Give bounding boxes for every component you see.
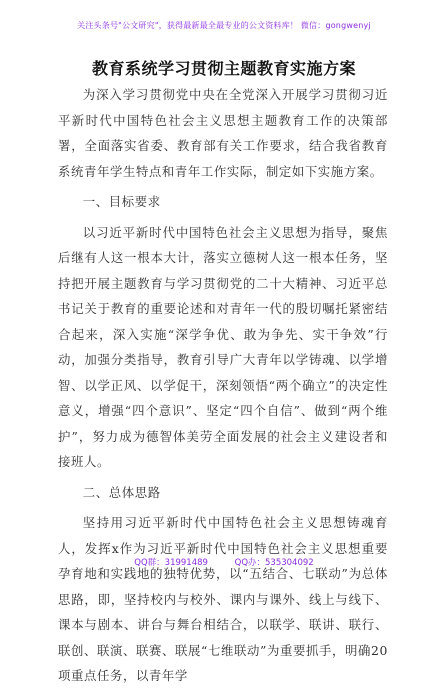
section-paragraph-approach: 坚持用习近平新时代中国特色社会主义思想铸魂育人，发挥x作为习近平新时代中国特色社会主义思想重要孕育地和实践地的独特优势，以“五结合、七联动”为总体思路，即，坚持校内与校外、课内与课外、线上与线下、课本与剧本、讲台与舞台相结合，以联学、联讲、联行、联创、联演、联赛、联展“七维联动”为重要抓手，明确20项重点任务，以青年学 — [58, 515, 388, 683]
intro-paragraph: 为深入学习贯彻党中央在全党深入开展学习贯彻习近平新时代中国特色社会主义思想主题教育工作的决策部署，全面落实省委、教育部有关工作要求，结合我省教育系统青年学生特点和青年工作实际，制定如下实施方案。 — [58, 87, 388, 179]
section-paragraph-goals: 以习近平新时代中国特色社会主义思想为指导，聚焦后继有人这一根本大计，落实立德树人这一根本任务，坚持把开展主题教育与学习贯彻党的二十大精神、习近平总书记关于教育的重要论述和对青年一代的殷切嘱托紧密结合起来，深入实施“深学争优、敢为争先、实干争效”行动，加强分类指导，教育引导广大青年以学铸魂、以学增智、以学正风、以学促干，深刻领悟“两个确立”的决定性意义，增强“四个意识”、坚定“四个自信”、做到“两个维护”，努力成为德智体美劳全面发展的社会主义建设者和接班人。 — [58, 224, 388, 469]
header-banner: 关注头条号"公文研究"，获得最新最全最专业的公文资料库！ 微信：gongwenyj — [77, 21, 371, 30]
page-title: 教育系统学习贯彻主题教育实施方案 — [91, 59, 356, 78]
qq-group: QQ群：31991489 — [134, 558, 208, 568]
footer-contact — [0, 556, 448, 568]
section-heading-goals: 一、目标要求 — [82, 194, 161, 209]
section-heading-approach: 二、总体思路 — [82, 484, 161, 500]
document-body — [58, 82, 388, 689]
qq-contact: QQ办：535304092 — [234, 558, 314, 568]
